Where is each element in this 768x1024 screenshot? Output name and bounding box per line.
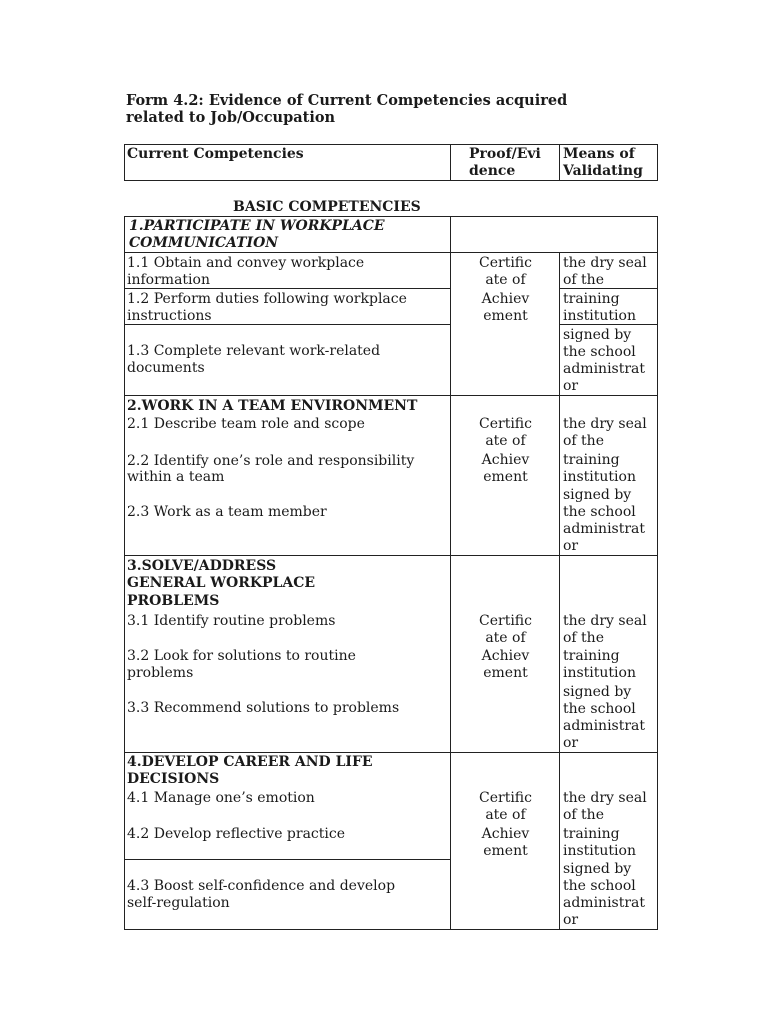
divider <box>124 752 658 753</box>
divider <box>124 180 658 181</box>
proof-text: ate of <box>485 272 526 288</box>
divider <box>124 555 658 556</box>
means-text: training <box>563 826 620 842</box>
form-title <box>126 92 646 126</box>
divider <box>124 395 658 396</box>
proof-text: ate of <box>485 433 526 449</box>
competency-item-cont: documents <box>127 360 205 376</box>
means-text: the dry seal <box>563 790 647 806</box>
proof-text: Certific <box>479 416 532 432</box>
competency-item: 4.3 Boost self-confidence and develop <box>127 878 396 894</box>
means-text: institution <box>563 665 636 681</box>
header-means-line-1: Means of <box>563 146 635 162</box>
means-text: training <box>563 648 620 664</box>
proof-text: ement <box>483 665 528 681</box>
group-1-title-line-1: 1.PARTICIPATE IN WORKPLACE <box>129 218 385 234</box>
means-text: or <box>563 735 579 751</box>
divider <box>124 929 658 930</box>
divider <box>450 144 451 181</box>
means-text: of the <box>563 272 604 288</box>
divider <box>124 216 658 217</box>
form-title-line-2: related to Job/Occupation <box>126 109 336 126</box>
means-text: of the <box>563 630 604 646</box>
means-text: training <box>563 291 620 307</box>
group-4-title-line-1: 4.DEVELOP CAREER AND LIFE <box>127 754 373 770</box>
form-title-line-1: Form 4.2: Evidence of Current Competencies acquired <box>126 92 568 109</box>
divider <box>559 144 560 181</box>
proof-text: ate of <box>485 807 526 823</box>
header-proof-line-2: dence <box>469 163 516 179</box>
competency-item-cont: information <box>127 272 210 288</box>
competency-item: 2.1 Describe team role and scope <box>127 416 365 432</box>
competency-item: 4.1 Manage one’s emotion <box>127 790 315 806</box>
proof-text: Achiev <box>481 452 530 468</box>
proof-text: ate of <box>485 630 526 646</box>
divider <box>124 144 125 181</box>
competency-item-cont: within a team <box>127 469 225 485</box>
divider <box>124 252 658 253</box>
competency-item: 4.2 Develop reflective practice <box>127 826 345 842</box>
means-text: or <box>563 538 579 554</box>
proof-text: Achiev <box>481 648 530 664</box>
competency-item: 2.2 Identify one’s role and responsibility <box>127 453 415 469</box>
means-text: the school <box>563 878 636 894</box>
proof-text: ement <box>483 308 528 324</box>
means-text: or <box>563 912 579 928</box>
means-text: of the <box>563 433 604 449</box>
divider <box>124 144 658 145</box>
section-heading: BASIC COMPETENCIES <box>233 199 421 215</box>
means-text: institution <box>563 308 636 324</box>
competency-item: 3.3 Recommend solutions to problems <box>127 700 400 716</box>
competency-item: 1.1 Obtain and convey workplace <box>127 255 365 271</box>
means-text: signed by <box>563 861 632 877</box>
means-text: the school <box>563 701 636 717</box>
competency-item: 1.3 Complete relevant work-related <box>127 343 381 359</box>
means-text: the dry seal <box>563 613 647 629</box>
group-3-title-line-3: PROBLEMS <box>127 593 220 609</box>
competency-item: 3.2 Look for solutions to routine <box>127 648 356 664</box>
means-text: signed by <box>563 684 632 700</box>
proof-text: ement <box>483 469 528 485</box>
group-3-title-line-1: 3.SOLVE/ADDRESS <box>127 558 277 574</box>
means-text: institution <box>563 469 636 485</box>
proof-text: Achiev <box>481 826 530 842</box>
competency-item-cont: self-regulation <box>127 895 230 911</box>
proof-text: Achiev <box>481 291 530 307</box>
proof-text: Certific <box>479 613 532 629</box>
header-current-competencies: Current Competencies <box>127 146 304 162</box>
competency-item-cont: problems <box>127 665 194 681</box>
divider <box>559 252 560 930</box>
means-text: or <box>563 378 579 394</box>
means-text: signed by <box>563 487 632 503</box>
means-text: the school <box>563 344 636 360</box>
means-text: administrat <box>563 718 646 734</box>
header-proof-line-1: Proof/Evi <box>469 146 541 162</box>
competency-item: 3.1 Identify routine problems <box>127 613 336 629</box>
group-2-title: 2.WORK IN A TEAM ENVIRONMENT <box>127 398 418 414</box>
divider <box>657 144 658 181</box>
competency-item: 1.2 Perform duties following workplace <box>127 291 407 307</box>
means-text: administrat <box>563 895 646 911</box>
means-text: the dry seal <box>563 255 647 271</box>
means-text: of the <box>563 807 604 823</box>
means-text: administrat <box>563 361 646 377</box>
means-text: the dry seal <box>563 416 647 432</box>
group-4-title-line-2: DECISIONS <box>127 771 220 787</box>
proof-text: Certific <box>479 790 532 806</box>
means-text: the school <box>563 504 636 520</box>
group-1-title-line-2: COMMUNICATION <box>129 235 279 251</box>
competency-item: 2.3 Work as a team member <box>127 504 327 520</box>
header-means-line-2: Validating <box>563 163 643 179</box>
divider <box>124 859 451 860</box>
competency-item-cont: instructions <box>127 308 212 324</box>
group-3-title-line-2: GENERAL WORKPLACE <box>127 575 316 591</box>
means-text: administrat <box>563 521 646 537</box>
proof-text: ement <box>483 843 528 859</box>
means-text: institution <box>563 843 636 859</box>
means-text: signed by <box>563 327 632 343</box>
means-text: training <box>563 452 620 468</box>
proof-text: Certific <box>479 255 532 271</box>
